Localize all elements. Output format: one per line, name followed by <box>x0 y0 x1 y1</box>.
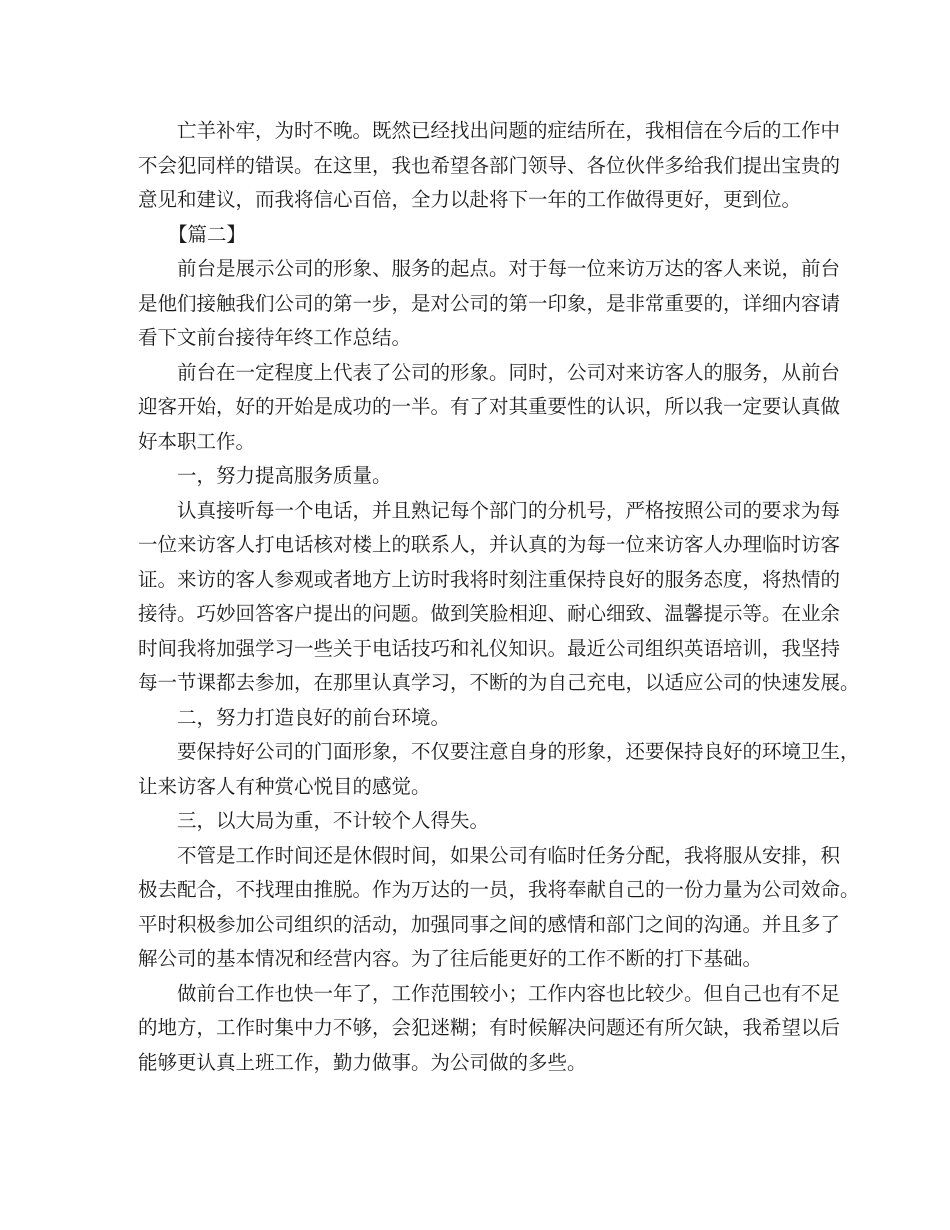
text-line: 的地方，工作时集中力不够，会犯迷糊；有时候解决问题还有所欠缺，我希望以后 <box>138 1016 841 1039</box>
section-heading <box>138 218 818 253</box>
text-line: 极去配合，不找理由推脱。作为万达的一员，我将奉献自己的一份力量为公司效命。 <box>138 878 860 901</box>
paragraph <box>138 735 860 804</box>
text-line: 二，努力打造良好的前台环境。 <box>177 705 451 729</box>
paragraph <box>138 252 841 356</box>
text-line: 要保持好公司的门面形象，不仅要注意自身的形象，还要保持良好的环境卫生， <box>177 740 860 763</box>
text-line: 平时积极参加公司组织的活动，加强同事之间的感情和部门之间的沟通。并且多了 <box>138 912 841 936</box>
text-line: 一位来访客人打电话核对楼上的联系人，并认真的为每一位来访客人办理临时访客 <box>138 533 841 556</box>
text-line: 接待。巧妙回答客户提出的问题。做到笑脸相迎、耐心细致、温馨提示等。在业余 <box>138 602 841 625</box>
text-line: 迎客开始，好的开始是成功的一半。有了对其重要性的认识，所以我一定要认真做 <box>138 395 841 418</box>
paragraph <box>138 114 841 218</box>
text-line: 好本职工作。 <box>138 429 256 453</box>
text-line: 三，以大局为重，不计较个人得失。 <box>177 809 490 832</box>
text-line: 看下文前台接待年终工作总结。 <box>138 326 412 349</box>
text-line: 一，努力提高服务质量。 <box>177 464 392 487</box>
text-line: 前台在一定程度上代表了公司的形象。同时，公司对来访客人的服务，从前台 <box>177 360 841 384</box>
text-line: 解公司的基本情况和经营内容。为了往后能更好的工作不断的打下基础。 <box>138 947 763 970</box>
paragraph <box>138 356 841 460</box>
paragraph <box>138 804 818 839</box>
text-line: 是他们接触我们公司的第一步，是对公司的第一印象，是非常重要的，详细内容请 <box>138 291 841 315</box>
text-line: 让来访客人有种赏心悦目的感觉。 <box>138 774 431 798</box>
paragraph <box>138 977 841 1081</box>
paragraph <box>138 494 860 701</box>
text-line: 每一节课都去参加，在那里认真学习，不断的为自己充电，以适应公司的快速发展。 <box>138 671 860 694</box>
paragraph <box>138 839 860 977</box>
text-line: 做前台工作也快一年了，工作范围较小；工作内容也比较少。但自己也有不足 <box>177 981 841 1005</box>
text-line: 认真接听每一个电话，并且熟记每个部门的分机号，严格按照公司的要求为每 <box>177 498 841 522</box>
text-line: 时间我将加强学习一些关于电话技巧和礼仪知识。最近公司组织英语培训，我坚持 <box>138 636 841 660</box>
paragraph <box>138 459 818 494</box>
text-line: 前台是展示公司的形象、服务的起点。对于每一位来访万达的客人来说，前台 <box>177 257 841 280</box>
text-line: 证。来访的客人参观或者地方上访时我将时刻注重保持良好的服务态度，将热情的 <box>138 567 841 591</box>
text-line: 不会犯同样的错误。在这里，我也希望各部门领导、各位伙伴多给我们提出宝贵的 <box>138 153 841 177</box>
text-line: 不管是工作时间还是休假时间，如果公司有临时任务分配，我将服从安排，积 <box>177 843 841 867</box>
text-line: 能够更认真上班工作，勤力做事。为公司做的多些。 <box>138 1050 587 1074</box>
text-line: 意见和建议，而我将信心百倍，全力以赴将下一年的工作做得更好，更到位。 <box>138 188 802 211</box>
document-body <box>138 114 860 1080</box>
text-line: 亡羊补牢，为时不晚。既然已经找出问题的症结所在，我相信在今后的工作中 <box>177 119 841 142</box>
paragraph <box>138 701 818 736</box>
text-line: 【篇二】 <box>168 222 247 246</box>
